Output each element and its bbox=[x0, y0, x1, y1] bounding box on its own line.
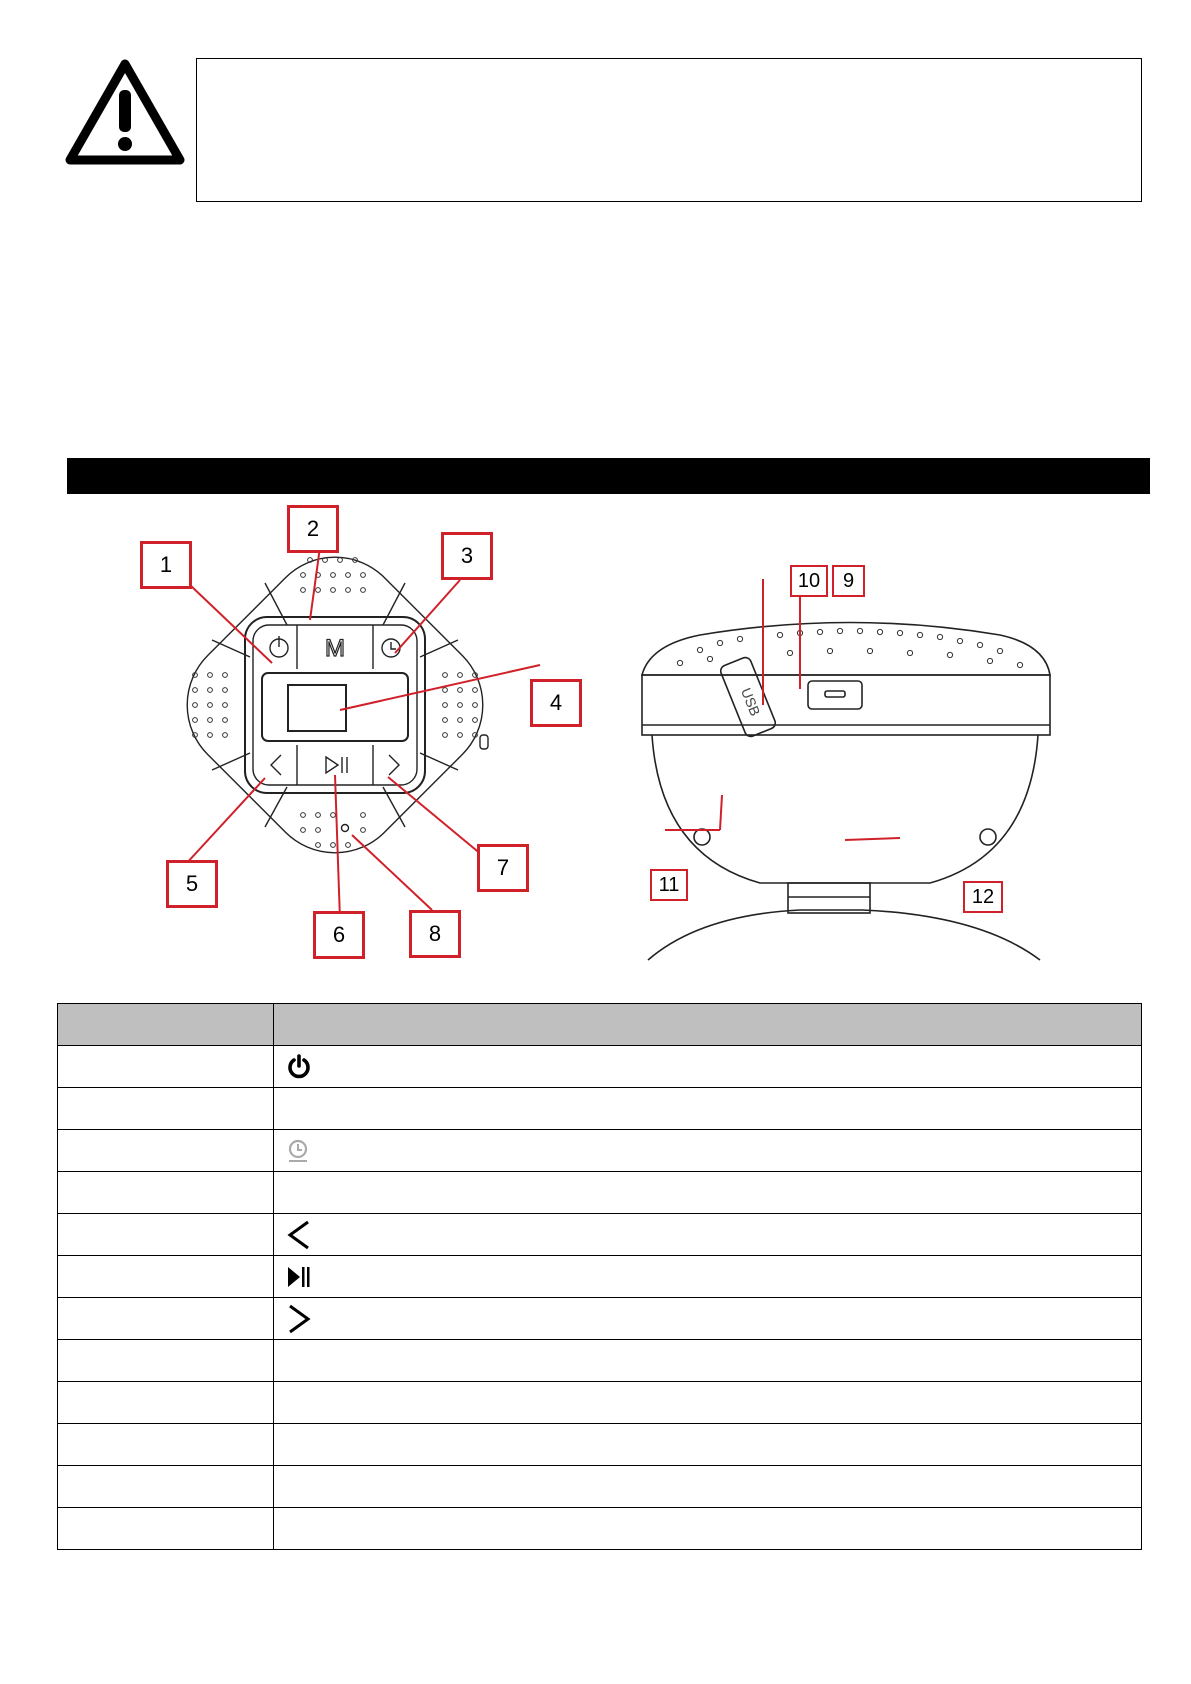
table-row bbox=[58, 1466, 1142, 1508]
mode-button-letter: M bbox=[325, 635, 345, 662]
play-pause-icon bbox=[286, 1265, 312, 1289]
table-row bbox=[58, 1256, 1142, 1298]
callout-5: 5 bbox=[166, 860, 218, 908]
parts-table bbox=[57, 1003, 1142, 1550]
callout-11: 11 bbox=[650, 869, 688, 901]
table-row bbox=[58, 1130, 1142, 1172]
header-cell-1 bbox=[58, 1004, 274, 1046]
table-row bbox=[58, 1382, 1142, 1424]
usb-flap-label: USB bbox=[737, 685, 764, 719]
callout-1: 1 bbox=[140, 541, 192, 589]
callout-6: 6 bbox=[313, 911, 365, 959]
callout-10: 10 bbox=[790, 565, 828, 597]
parts-table-header bbox=[58, 1004, 1142, 1046]
warning-triangle-icon bbox=[64, 58, 186, 166]
clock-icon bbox=[286, 1138, 310, 1164]
warning-box bbox=[196, 58, 1142, 202]
previous-icon bbox=[286, 1219, 312, 1251]
table-row bbox=[58, 1046, 1142, 1088]
callout-12: 12 bbox=[963, 881, 1003, 913]
header-cell-2 bbox=[274, 1004, 1142, 1046]
callout-9: 9 bbox=[832, 565, 865, 597]
table-row bbox=[58, 1508, 1142, 1550]
next-icon bbox=[286, 1303, 312, 1335]
section-header-bar bbox=[67, 458, 1150, 494]
callout-7: 7 bbox=[477, 844, 529, 892]
table-row bbox=[58, 1340, 1142, 1382]
table-row bbox=[58, 1172, 1142, 1214]
table-row bbox=[58, 1424, 1142, 1466]
callout-8: 8 bbox=[409, 910, 461, 958]
callout-3: 3 bbox=[441, 532, 493, 580]
power-icon bbox=[286, 1054, 312, 1080]
callout-4: 4 bbox=[530, 679, 582, 727]
callout-2: 2 bbox=[287, 505, 339, 553]
table-row bbox=[58, 1088, 1142, 1130]
table-row bbox=[58, 1298, 1142, 1340]
table-row bbox=[58, 1214, 1142, 1256]
